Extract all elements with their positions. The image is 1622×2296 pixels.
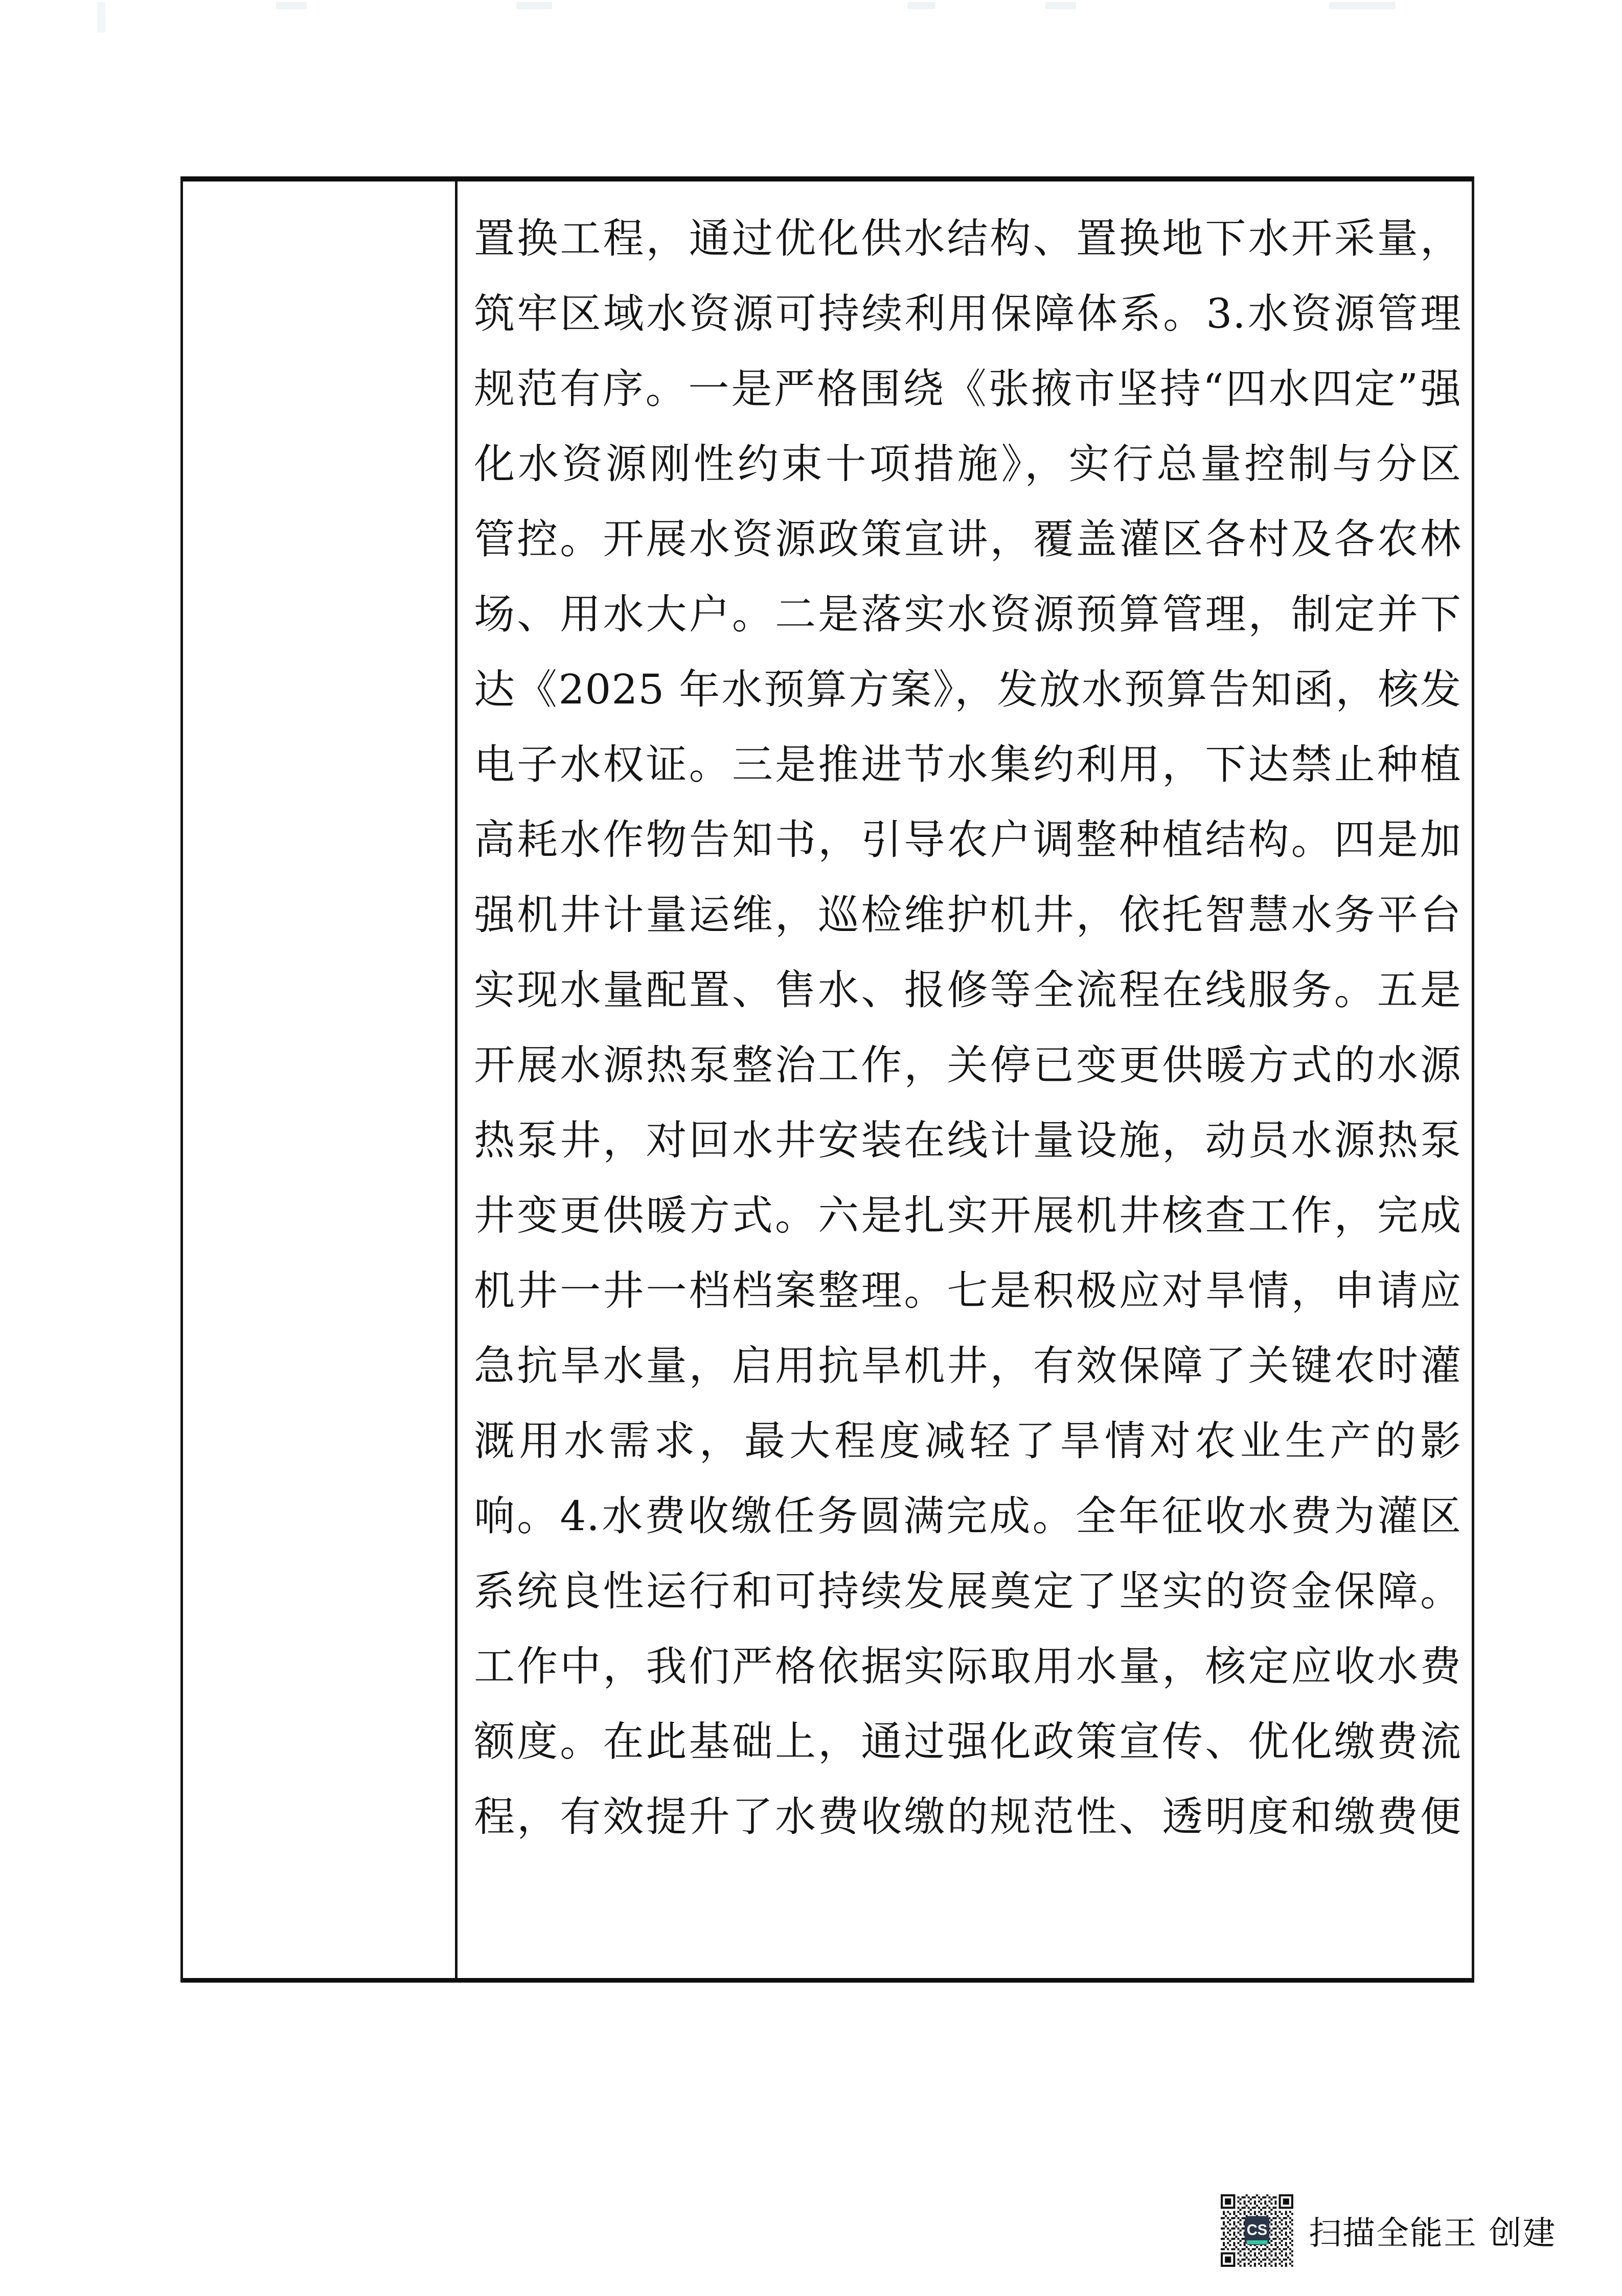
text-line: 电子水权证。三是推进节水集约利用，下达禁止种植 (474, 741, 1461, 788)
camscanner-qr-code-icon (1219, 2192, 1295, 2269)
text-line: 机井一井一档档案整理。七是积极应对旱情，申请应 (474, 1267, 1461, 1314)
text-line: 热泵井，对回水井安装在线计量设施，动员水源热泵 (474, 1117, 1461, 1164)
scan-edge-artifact (97, 2, 105, 33)
scan-edge-artifact (1329, 2, 1396, 9)
text-line: 强机井计量运维，巡检维护机井，依托智慧水务平台 (474, 891, 1461, 939)
camscanner-attribution-text: 扫描全能王 创建 (1309, 2215, 1557, 2253)
scan-edge-artifact (276, 2, 307, 9)
report-table (180, 176, 1474, 1983)
camscanner-footer (1219, 2192, 1556, 2269)
text-line: 置换工程，通过优化供水结构、置换地下水开采量， (474, 215, 1461, 262)
text-line: 场、用水大户。二是落实水资源预算管理，制定并下 (474, 590, 1461, 638)
text-line: 开展水源热泵整治工作，关停已变更供暖方式的水源 (474, 1041, 1461, 1089)
scan-edge-artifact (516, 2, 552, 9)
svg-text:CS: CS (1246, 2222, 1268, 2239)
table-label-cell-empty (183, 181, 458, 1978)
text-line: 响。4.水费收缴任务圆满完成。全年征收水费为灌区 (474, 1492, 1461, 1540)
text-line: 溉用水需求，最大程度减轻了旱情对农业生产的影 (474, 1417, 1461, 1465)
text-line: 系统良性运行和可持续发展奠定了坚实的资金保障。 (474, 1567, 1461, 1615)
text-line: 高耗水作物告知书，引导农户调整种植结构。四是加 (474, 816, 1461, 863)
text-line: 达《2025 年水预算方案》，发放水预算告知函，核发 (474, 666, 1461, 713)
text-line: 额度。在此基础上，通过强化政策宣传、优化缴费流 (474, 1718, 1461, 1765)
text-line: 管控。开展水资源政策宣讲，覆盖灌区各村及各农林 (474, 515, 1461, 563)
cs-logo-icon (1245, 2216, 1270, 2245)
text-line: 实现水量配置、售水、报修等全流程在线服务。五是 (474, 966, 1461, 1014)
text-line: 工作中，我们严格依据实际取用水量，核定应收水费 (474, 1643, 1461, 1690)
table-report-text-cell (458, 181, 1472, 1978)
scan-edge-artifact (907, 2, 935, 9)
text-line: 规范有序。一是严格围绕《张掖市坚持“四水四定”强 (474, 365, 1461, 413)
text-line: 化水资源刚性约束十项措施》，实行总量控制与分区 (474, 440, 1461, 488)
text-line: 急抗旱水量，启用抗旱机井，有效保障了关键农时灌 (474, 1342, 1461, 1390)
text-line: 井变更供暖方式。六是扎实开展机井核查工作，完成 (474, 1192, 1461, 1239)
text-line: 筑牢区域水资源可持续利用保障体系。3.水资源管理 (474, 290, 1461, 337)
scan-edge-artifact (1045, 2, 1076, 9)
text-line: 程，有效提升了水费收缴的规范性、透明度和缴费便 (474, 1793, 1461, 1840)
